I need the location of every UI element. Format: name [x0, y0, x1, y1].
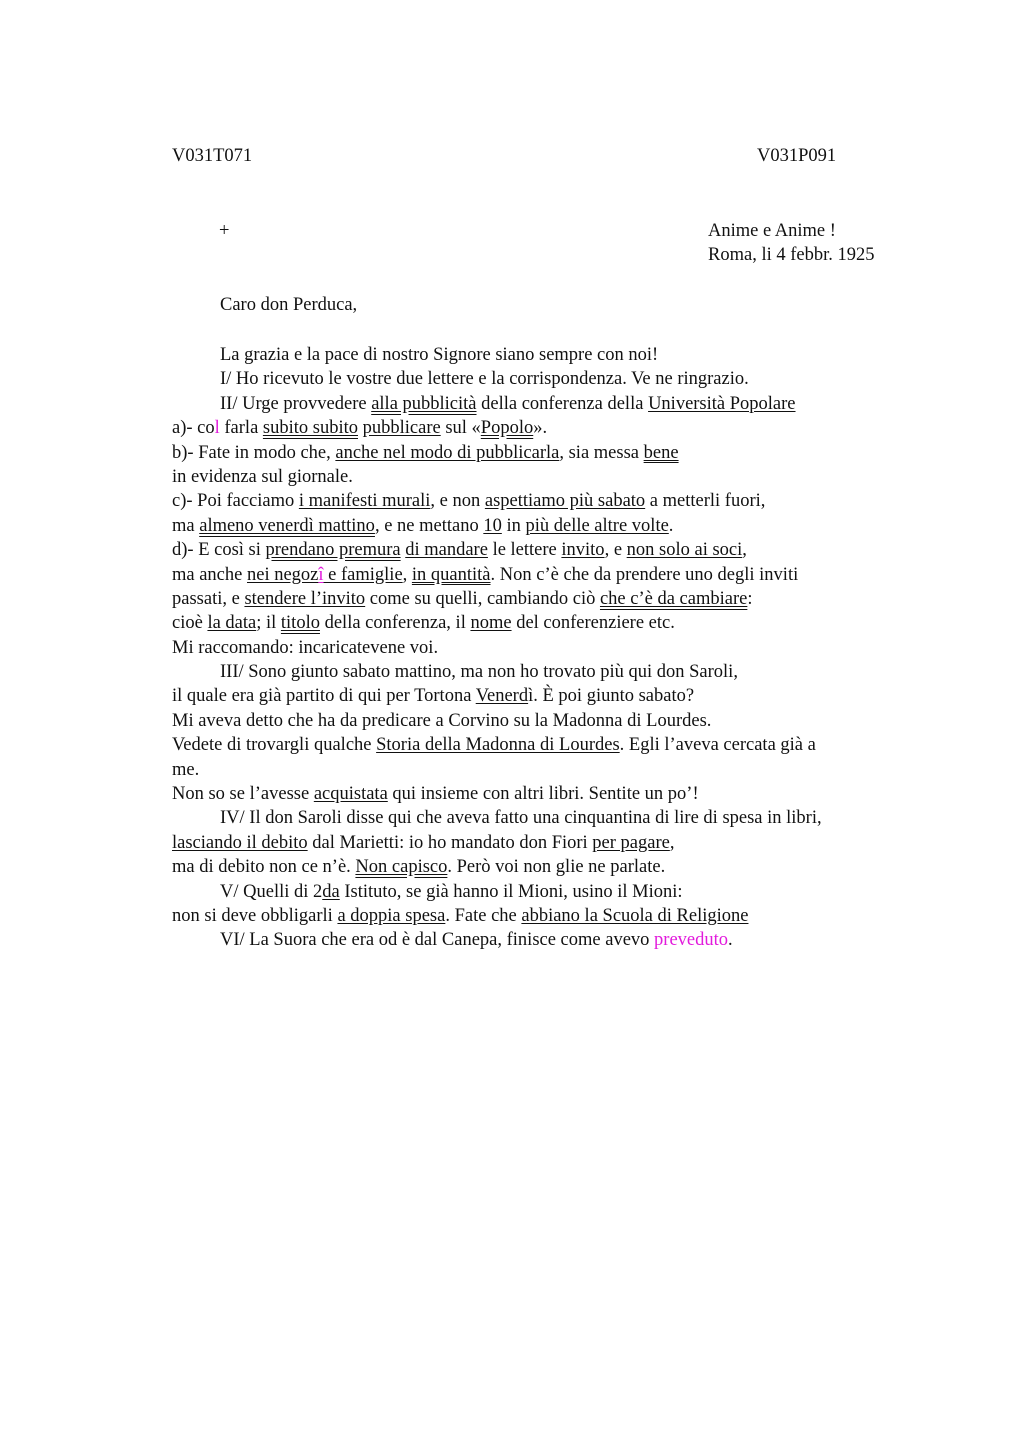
underlined-text: aspettiamo più sabato [484, 491, 646, 512]
text-segment: : [747, 588, 753, 609]
underlined-text: prendano premura [265, 540, 401, 561]
letter-line [172, 416, 912, 440]
text-segment: . Non c’è che da prendere uno degli inviti [490, 564, 799, 585]
text-segment: in [501, 515, 526, 536]
underlined-text: 10 [483, 515, 502, 536]
letter-line [172, 514, 912, 538]
underlined-text: Non capisco [355, 857, 448, 878]
letter-line [172, 880, 912, 904]
underlined-text: invito [561, 540, 605, 561]
text-segment: , e non [430, 491, 485, 512]
letter-line [172, 733, 912, 757]
text-segment: ma di debito non ce n’è. [172, 857, 356, 878]
text-segment: ì. È poi giunto sabato? [528, 686, 695, 707]
highlighted-text: l [214, 418, 220, 439]
underlined-text: a doppia spesa [337, 905, 446, 926]
text-segment: . Fate che [445, 905, 522, 926]
letter-line [172, 611, 912, 635]
underlined-text: la data [207, 613, 257, 634]
underlined-text: alla pubblicità [371, 393, 477, 414]
text-segment: le lettere [487, 540, 562, 561]
letter-line [172, 587, 912, 611]
text-segment: III/ Sono giunto sabato mattino, ma non ho trovato più qui don Saroli, [220, 662, 738, 683]
letter-line [172, 441, 912, 465]
text-segment: Mi aveva detto che ha da predicare a Corvino su la Madonna di Lourdes. [172, 710, 712, 731]
cross-mark: + [219, 221, 230, 241]
text-segment: b)- Fate in modo che, [172, 442, 336, 463]
underlined-text: stendere l’invito [244, 588, 366, 609]
letter-line [172, 709, 912, 733]
text-segment: d)- E così si [172, 540, 266, 561]
greeting: Caro don Perduca, [220, 295, 358, 315]
text-segment: Mi raccomando: incaricatevene voi. [172, 637, 439, 658]
letter-line [172, 489, 912, 513]
underlined-text: acquistata [313, 784, 388, 805]
underlined-text: che c’è da cambiare [599, 588, 748, 609]
underlined-text: subito subito [262, 418, 358, 439]
underlined-text: abbiano la Scuola di Religione [521, 905, 749, 926]
letter-line [172, 684, 912, 708]
highlighted-text: preveduto [654, 930, 729, 951]
letter-line [172, 636, 912, 660]
text-segment: ». [533, 418, 548, 439]
text-segment: passati, e [172, 588, 245, 609]
underlined-text: Storia della Madonna di Lourdes [376, 735, 620, 756]
text-segment: della conferenza della [476, 393, 649, 414]
text-segment: , [669, 832, 675, 853]
underlined-text: i manifesti murali [298, 491, 431, 512]
letter-line [172, 782, 912, 806]
text-segment: a)- co [172, 418, 215, 439]
letter-line [172, 367, 912, 391]
text-segment: La grazia e la pace di nostro Signore siano sempre con noi! [220, 345, 659, 365]
highlighted-text: î [318, 564, 324, 585]
underlined-text: pubblicare [362, 418, 441, 439]
underlined-text: per pagare [592, 832, 670, 853]
letter-line [172, 392, 912, 416]
text-segment: . Però voi non glie ne parlate. [447, 857, 666, 878]
letter-line [172, 904, 912, 928]
text-segment: ; il [256, 613, 281, 634]
text-segment: il quale era già partito di qui per Tortona [172, 686, 476, 707]
text-segment: c)- Poi facciamo [172, 491, 299, 512]
text-segment: sul « [440, 418, 481, 439]
text-segment: Non so se l’avesse [172, 784, 314, 805]
letter-line [172, 563, 912, 587]
text-segment: me. [172, 759, 200, 780]
underlined-text: anche nel modo di pubblicarla [335, 442, 560, 463]
text-segment: dal Marietti: io ho mandato don Fiori [307, 832, 593, 853]
text-segment: II/ Urge provvedere [220, 393, 372, 414]
text-segment: . Egli l’aveva cercata già a [619, 735, 816, 756]
letter-body [172, 343, 912, 953]
underlined-text: in quantità [411, 564, 491, 585]
document-code-left: V031T071 [172, 146, 253, 166]
underlined-text: e famiglie [323, 564, 403, 585]
underlined-text: lasciando il debito [172, 832, 308, 853]
letter-line [172, 538, 912, 562]
underlined-text: Popolo [480, 418, 534, 439]
text-segment: farla [219, 418, 263, 439]
underlined-text: Università Popolare [648, 393, 796, 414]
document-code-right: V031P091 [757, 146, 837, 166]
text-segment: V/ Quelli di 2 [220, 881, 323, 902]
underlined-text: nome [470, 613, 512, 634]
letter-line [172, 343, 912, 367]
letter-line [172, 831, 912, 855]
letter-line [172, 465, 912, 489]
text-segment: , [742, 540, 747, 561]
underlined-text: Venerd [475, 686, 529, 707]
underlined-text: non solo ai soci [626, 540, 743, 561]
text-segment: , [402, 564, 412, 585]
text-segment: a metterli fuori, [645, 491, 766, 512]
letter-line [172, 928, 912, 952]
underlined-text: da [322, 881, 340, 902]
text-segment: Vedete di trovargli qualche [172, 735, 377, 756]
underlined-text: nei negoz [247, 564, 319, 585]
underlined-text: più delle altre volte [525, 515, 669, 536]
text-segment: come su quelli, cambiando ciò [365, 588, 600, 609]
text-segment: , sia messa [559, 442, 644, 463]
underlined-text: di mandare [405, 540, 488, 561]
text-segment: in evidenza sul giornale. [172, 466, 353, 487]
text-segment: , e [604, 540, 627, 561]
text-segment: cioè [172, 613, 208, 634]
letter-line [172, 806, 912, 830]
letter-line [172, 660, 912, 684]
text-segment: , e ne mettano [374, 515, 484, 536]
text-segment: qui insieme con altri libri. Sentite un po’! [387, 784, 699, 805]
text-segment: Istituto, se già hanno il Mioni, usino il Mioni: [339, 881, 683, 902]
letter-line [172, 855, 912, 879]
text-segment: IV/ Il don Saroli disse qui che aveva fatto una cinquantina di lire di spesa in libri, [220, 808, 822, 829]
text-segment: ma [172, 515, 200, 536]
underlined-text: titolo [280, 613, 320, 634]
text-segment: . [668, 515, 674, 536]
text-segment: VI/ La Suora che era od è dal Canepa, finisce come avevo [220, 930, 655, 951]
underlined-text: almeno venerdì mattino [199, 515, 375, 536]
text-segment: della conferenza, il [319, 613, 471, 634]
text-segment: del conferenziere etc. [511, 613, 675, 634]
letter-line [172, 758, 912, 782]
text-segment: ma anche [172, 564, 247, 585]
dateline: Roma, li 4 febbr. 1925 [708, 245, 875, 265]
text-segment: non si deve obbligarli [172, 905, 338, 926]
motto: Anime e Anime ! [708, 221, 836, 241]
text-segment: I/ Ho ricevuto le vostre due lettere e la corrispondenza. Ve ne ringrazio. [220, 369, 749, 390]
underlined-text: bene [643, 442, 679, 463]
text-segment: . [728, 930, 733, 951]
